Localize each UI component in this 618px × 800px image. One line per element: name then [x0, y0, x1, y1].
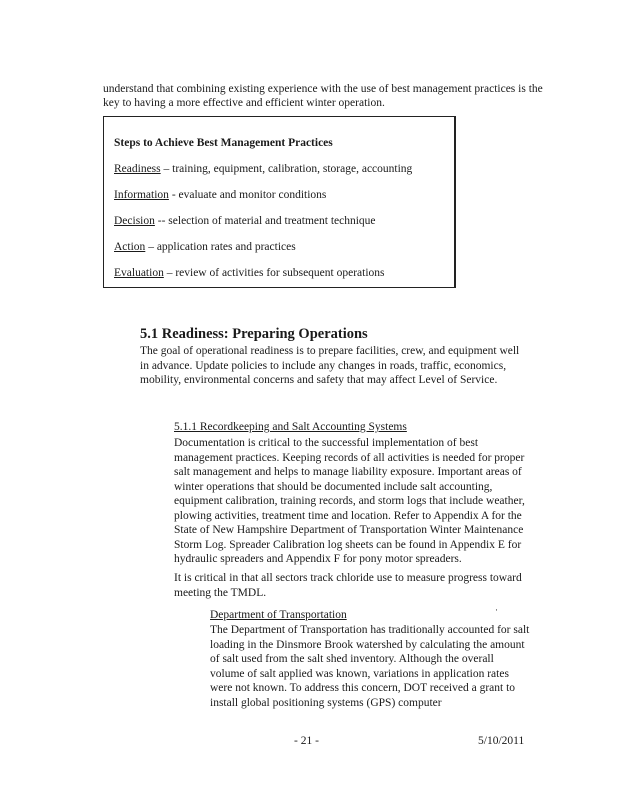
dot-subsection-paragraph: The Department of Transportation has traditionally accounted for salt loading in the Dinsmore Brook watershed by calculating the amount of salt used from the salt shed inventory. Although the overall volume of salt applied was known, variations in application rates were not known. To address this concern, DOT received a grant to install global positioning systems (GPS) computer	[210, 624, 530, 709]
section-paragraph-5-1: The goal of operational readiness is to prepare facilities, crew, and equipment well in advance. Update policies to include any changes in roads, traffic, economics, mobility, environmental concerns and safety that may affect Level of Service.	[140, 345, 520, 386]
step-item-evaluation	[114, 267, 385, 279]
step-item-decision	[114, 215, 376, 227]
step-item-readiness	[114, 163, 412, 175]
section-heading-5-1: 5.1 Readiness: Preparing Operations	[140, 326, 368, 342]
step-desc: – application rates and practices	[145, 241, 296, 253]
intro-paragraph: understand that combining existing experience with the use of best management practices is the key to having a more effective and efficient winter operation.	[103, 83, 543, 109]
section-paragraph-5-1-1: Documentation is critical to the successful implementation of best management practices. Keeping records of all activities is needed for proper salt management and helps to manage liability exposure. Important areas of winter operations that should be documented include salt accounting, equipment calibration, training records, and storm logs that include weather, plowing activities, treatment time and location. Refer to Appendix A for the State of New Hampshire Department of Transportation Winter Maintenance Storm Log. Spreader Calibration log sheets can be found in Appendix E for hydraulic spreaders and Appendix F for pony motor spreaders.	[174, 437, 525, 565]
steps-box	[103, 116, 456, 288]
step-desc: – review of activities for subsequent operations	[163, 267, 385, 279]
step-term: Action	[114, 241, 146, 253]
step-term: Readiness	[114, 163, 161, 175]
step-term: Evaluation	[114, 267, 164, 279]
step-desc: -- selection of material and treatment technique	[154, 215, 376, 227]
step-item-action	[114, 241, 296, 253]
stray-mark: ·	[495, 605, 498, 615]
page-number: - 21 -	[294, 735, 319, 747]
footer-date: 5/10/2011	[478, 735, 525, 747]
dot-subsection-heading: Department of Transportation	[210, 609, 347, 621]
step-term: Decision	[114, 215, 155, 227]
tmdl-paragraph: It is critical in that all sectors track chloride use to measure progress toward meeting the TMDL.	[174, 572, 522, 599]
steps-box-title: Steps to Achieve Best Management Practices	[114, 137, 333, 149]
step-desc: – training, equipment, calibration, storage, accounting	[160, 163, 413, 175]
step-desc: - evaluate and monitor conditions	[168, 189, 327, 201]
section-heading-5-1-1: 5.1.1 Recordkeeping and Salt Accounting Systems	[174, 421, 407, 433]
step-item-information	[114, 189, 326, 201]
step-term: Information	[114, 189, 169, 201]
